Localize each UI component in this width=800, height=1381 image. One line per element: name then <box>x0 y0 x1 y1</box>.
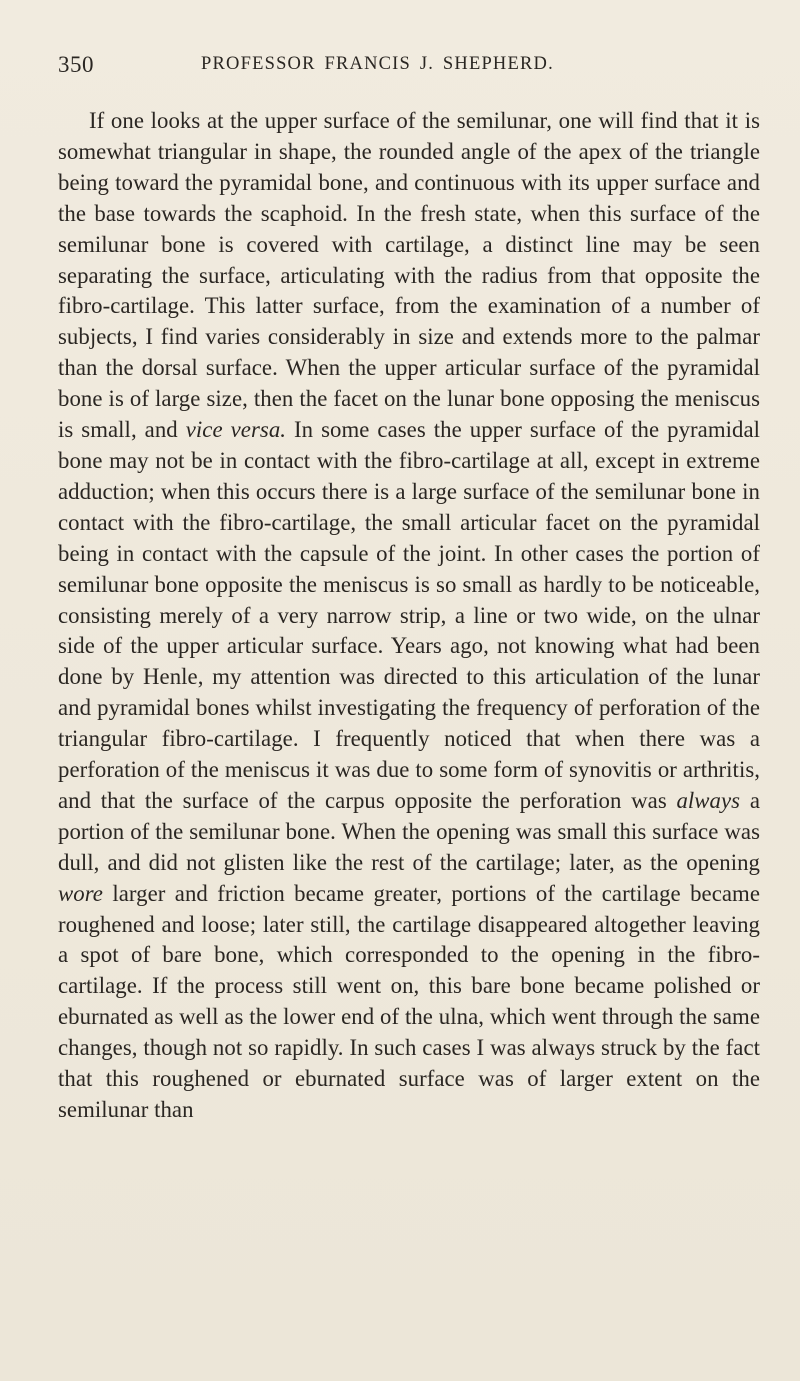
text-segment-2: In some cases the upper surface of the pyramidal bone may not be in contact with the fibro-cartilage at all, except in extreme adduction; when this occurs there is a large surface of the semilunar bone in contact with the fibro-cartilage, the small articular facet on the pyramidal being in contact with the capsule of the joint. In other cases the portion of semilunar bone opposite the meniscus is so small as hardly to be noticeable, consisting merely of a very narrow strip, a line or two wide, on the ulnar side of the upper articular surface. Years ago, not knowing what had been done by Henle, my attention was directed to this articulation of the lunar and pyramidal bones whilst investigating the frequency of perforation of the triangular fibro-cartilage. I frequently noticed that when there was a perforation of the meniscus it was due to some form of synovitis or arthritis, and that the surface of the carpus opposite the perforation was <box>58 417 761 813</box>
italic-vice-versa: vice versa. <box>185 417 287 443</box>
italic-always: always <box>676 787 741 813</box>
running-title: PROFESSOR FRANCIS J. SHEPHERD. <box>201 54 554 74</box>
text-segment-4: larger and friction became greater, portions of the cartilage became roughened and loose; later still, the cartilage disappeared altogether leaving a spot of bare bone, which corresponded to the opening in the fibro-cartilage. If the process still went on, this bare bone became polished or eburnated as well as the lower end of the ulna, which went through the same changes, though not so rapidly. In such cases I was always struck by the fact that this roughened or eburnated surface was of larger extent on the semilunar than <box>58 880 760 1122</box>
page-number: 350 <box>58 52 94 77</box>
running-head <box>58 52 760 82</box>
body-paragraph <box>58 106 760 1126</box>
text-segment-1: If one looks at the upper surface of the semilunar, one will find that it is somewhat triangular in shape, the rounded angle of the apex of the triangle being toward the pyramidal bone, and continuous with its upper surface and the base towards the scaphoid. In the fresh state, when this surface of the semilunar bone is covered with cartilage, a distinct line may be seen separating the surface, articulating with the radius from that opposite the fibro-cartilage. This latter surface, from the examination of a number of subjects, I find varies considerably in size and extends more to the palmar than the dorsal surface. When the upper articular surface of the pyramidal bone is of large size, then the facet on the lunar bone opposing the meniscus is small, and <box>58 108 760 443</box>
italic-wore: wore <box>58 880 103 906</box>
text-segment-3: a portion of the semilunar bone. When the opening was small this surface was dull, and did not glisten like the rest of the cartilage; later, as the opening <box>58 787 760 875</box>
